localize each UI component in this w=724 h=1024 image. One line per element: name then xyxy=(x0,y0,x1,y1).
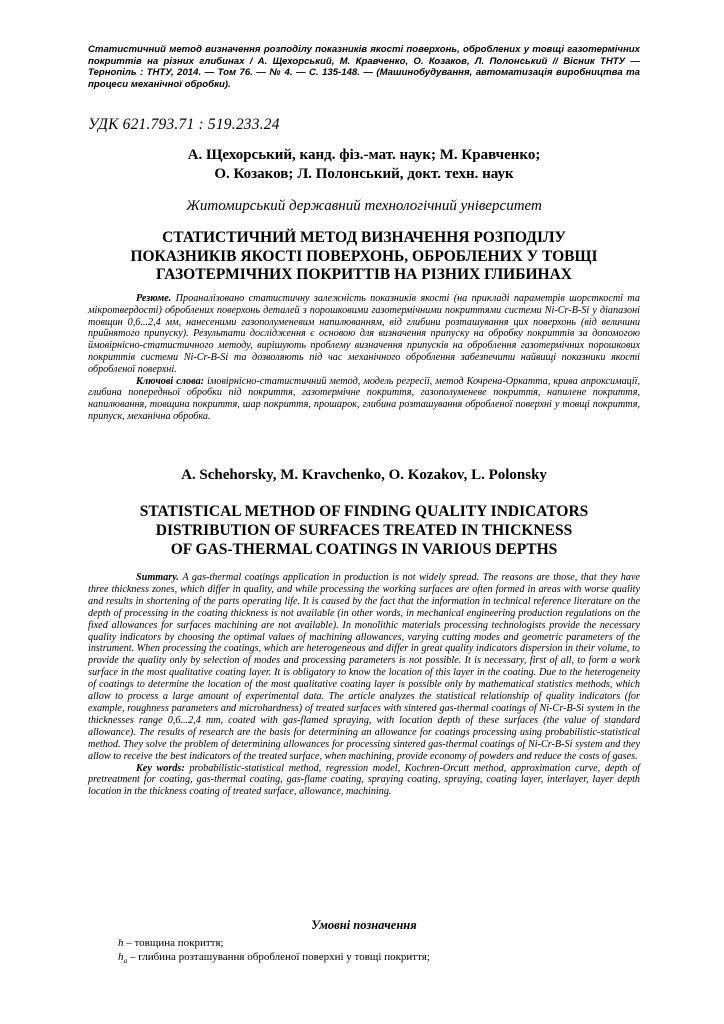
keywords-en-lead: Key words: xyxy=(136,762,185,774)
summary-en xyxy=(88,572,640,798)
notation-subscript: a xyxy=(123,956,128,966)
authors-uk-line-1: А. Щехорський, канд. фіз.-мат. наук; М. Кравченко; xyxy=(187,147,541,163)
title-uk-line-1: СТАТИСТИЧНИЙ МЕТОД ВИЗНАЧЕННЯ РОЗПОДІЛУ xyxy=(162,229,566,246)
udc-code: УДК 621.793.71 : 519.233.24 xyxy=(88,116,280,133)
authors-uk xyxy=(88,146,640,184)
notation-symbol: h xyxy=(118,937,124,949)
keywords-uk-paragraph xyxy=(88,376,640,423)
abstract-uk-lead: Резюме. xyxy=(136,293,172,304)
abstract-uk-paragraph xyxy=(88,293,640,376)
title-uk-line-2: ПОКАЗНИКІВ ЯКОСТІ ПОВЕРХОНЬ, ОБРОБЛЕНИХ У ТОВЩІ xyxy=(130,247,598,265)
keywords-en-paragraph xyxy=(88,763,640,799)
notation-text: – глибина розташування обробленої поверхні у товщі покриття; xyxy=(127,951,430,963)
citation-header: Статистичний метод визначення розподілу показників якості поверхонь, оброблених у товщі газотермічних покриттів на різних глибинах / А. Щехорський, М. Кравченко, О. Козаков, Л. Полонський // Вісник ТНТУ — Тернопіль : ТНТУ, 2014. — Том 76. — № 4. — С. 135-148. — (Машинобудування, автоматизація виробництва та процеси механічної обробки). xyxy=(88,44,640,90)
title-en-line-2: DISTRIBUTION OF SURFACES TREATED IN THICKNESS xyxy=(155,522,573,539)
abstract-uk-text: Проаналізовано статистичну залежність показників якості (на прикладі параметрів шорсткості та мікротвердості) оброблених поверхонь деталей з порошковими газотермічними покриттями системи Ni-Cr-B-Si у діапазоні товщин 0,6...2,4 мм, нанесеними газополуменевим напилюванням, від глибини розташування цих поверхонь (від величини прийнятого припуску). Результати дослідження є основою для визначення припуску на обробку покриттів за допомогою ймовірнісно-статистичного методу, вирішують проблему визначення припусків на оброблення газотермічних порошкових покриттів системи Ni-Cr-B-Si та дозволяють під час механічного оброблення забезпечити найвищі показники якості обробленої поверхні. xyxy=(88,293,641,375)
notation-list xyxy=(118,936,638,968)
keywords-en-text: probabilistic-statistical method, regression model, Kochren-Orcutt method, approximation curve, depth of pretreatment for coating, gas-thermal coating, gas-flame coating, spraying coating, spraying, coating layer, interlayer, layer depth location in the thickness coating of treated surface, allowance, machining. xyxy=(88,762,640,798)
notation-symbol: h xyxy=(118,951,124,963)
notation-text: – товщина покриття; xyxy=(123,937,224,949)
keywords-uk-text: імовірнісно-статистичний метод, модель регресії, метод Кочрена-Оркатта, крива апроксимації, глибина попередньої обробки під покриття, газотермічне покриття, газополуменеве покриття, напилене покриття, напилювання, товщина покриття, шар покриття, прошарок, глибина розташування обробленої поверхні у товщі покриття, припуск, механічна обробка. xyxy=(88,375,640,422)
summary-en-lead: Summary. xyxy=(136,572,179,583)
notation-item xyxy=(118,950,638,968)
title-uk-line-3: ГАЗОТЕРМІЧНИХ ПОКРИТТІВ НА РІЗНИХ ГЛИБИНАХ xyxy=(156,266,572,283)
summary-en-paragraph xyxy=(88,572,640,763)
title-en-line-1: STATISTICAL METHOD OF FINDING QUALITY INDICATORS xyxy=(139,503,589,520)
authors-en: A. Schehorsky, M. Kravchenko, O. Kozakov, L. Polonsky xyxy=(181,467,547,483)
notation-heading: Умовні позначення xyxy=(311,918,417,932)
summary-en-text: A gas-thermal coatings application in production is not widely spread. The reasons are those, that they have three thickness zones, which differ in quality, and while processing the working surfaces are often formed in areas with worse quality and results in shortening of the parts operating life. It is caused by the fact that the information in technical reference literature on the depth of processing in the coating thickness is not available (in other words, in mechanical engineering production regulations on the fixed allowances for surfaces machining are not available). In monolithic materials processing technologists provide the necessary quality indicators by choosing the optimal values of machining allowances, varying cutting modes and geometric parameters of the instrument. When processing the coatings, which are heterogeneous and differ in great quality indicators dispersion in their volume, to provide the quality only by selection of modes and processing parameters is not possible. It is necessary, first of all, to form a work surface in the most qualitative coating layer. It is obligatory to know the location of this layer in the coating. Due to the heterogeneity of coatings to determine the location of the most qualitative coating layer is possible only by mathematical statistics methods, which allow to process a large amount of experimental data. The article analyzes the statistical relationship of quality indicators (for example, roughness parameters and microhardness) of treated surfaces with sintered gas-thermal coatings of Ni-Cr-B-Si system in the thicknesses range 0,6...2,4 mm, coated with gas-flamed spraying, with location depth of these surfaces (the value of standard allowance). The results of research are the basis for determining an allowance for coatings processing using probabilistic-statistical method. They solve the problem of determining allowances for processing sintered gas-thermal coatings of Ni-Cr-B-Si system and they allow to receive the best indicators of the treated surface, when machining, provide economy of powders and reduce the costs of gases. xyxy=(88,572,640,762)
university-affiliation: Житомирський державний технологічний університет xyxy=(186,198,542,214)
notation-item xyxy=(118,936,638,950)
title-en xyxy=(88,502,640,559)
abstract-uk xyxy=(88,293,640,423)
authors-uk-line-2: О. Козаков; Л. Полонський, докт. техн. наук xyxy=(214,166,514,182)
keywords-uk-lead: Ключові слова: xyxy=(136,375,205,387)
title-uk xyxy=(88,229,640,285)
title-en-line-3: OF GAS-THERMAL COATINGS IN VARIOUS DEPTHS xyxy=(170,541,558,558)
